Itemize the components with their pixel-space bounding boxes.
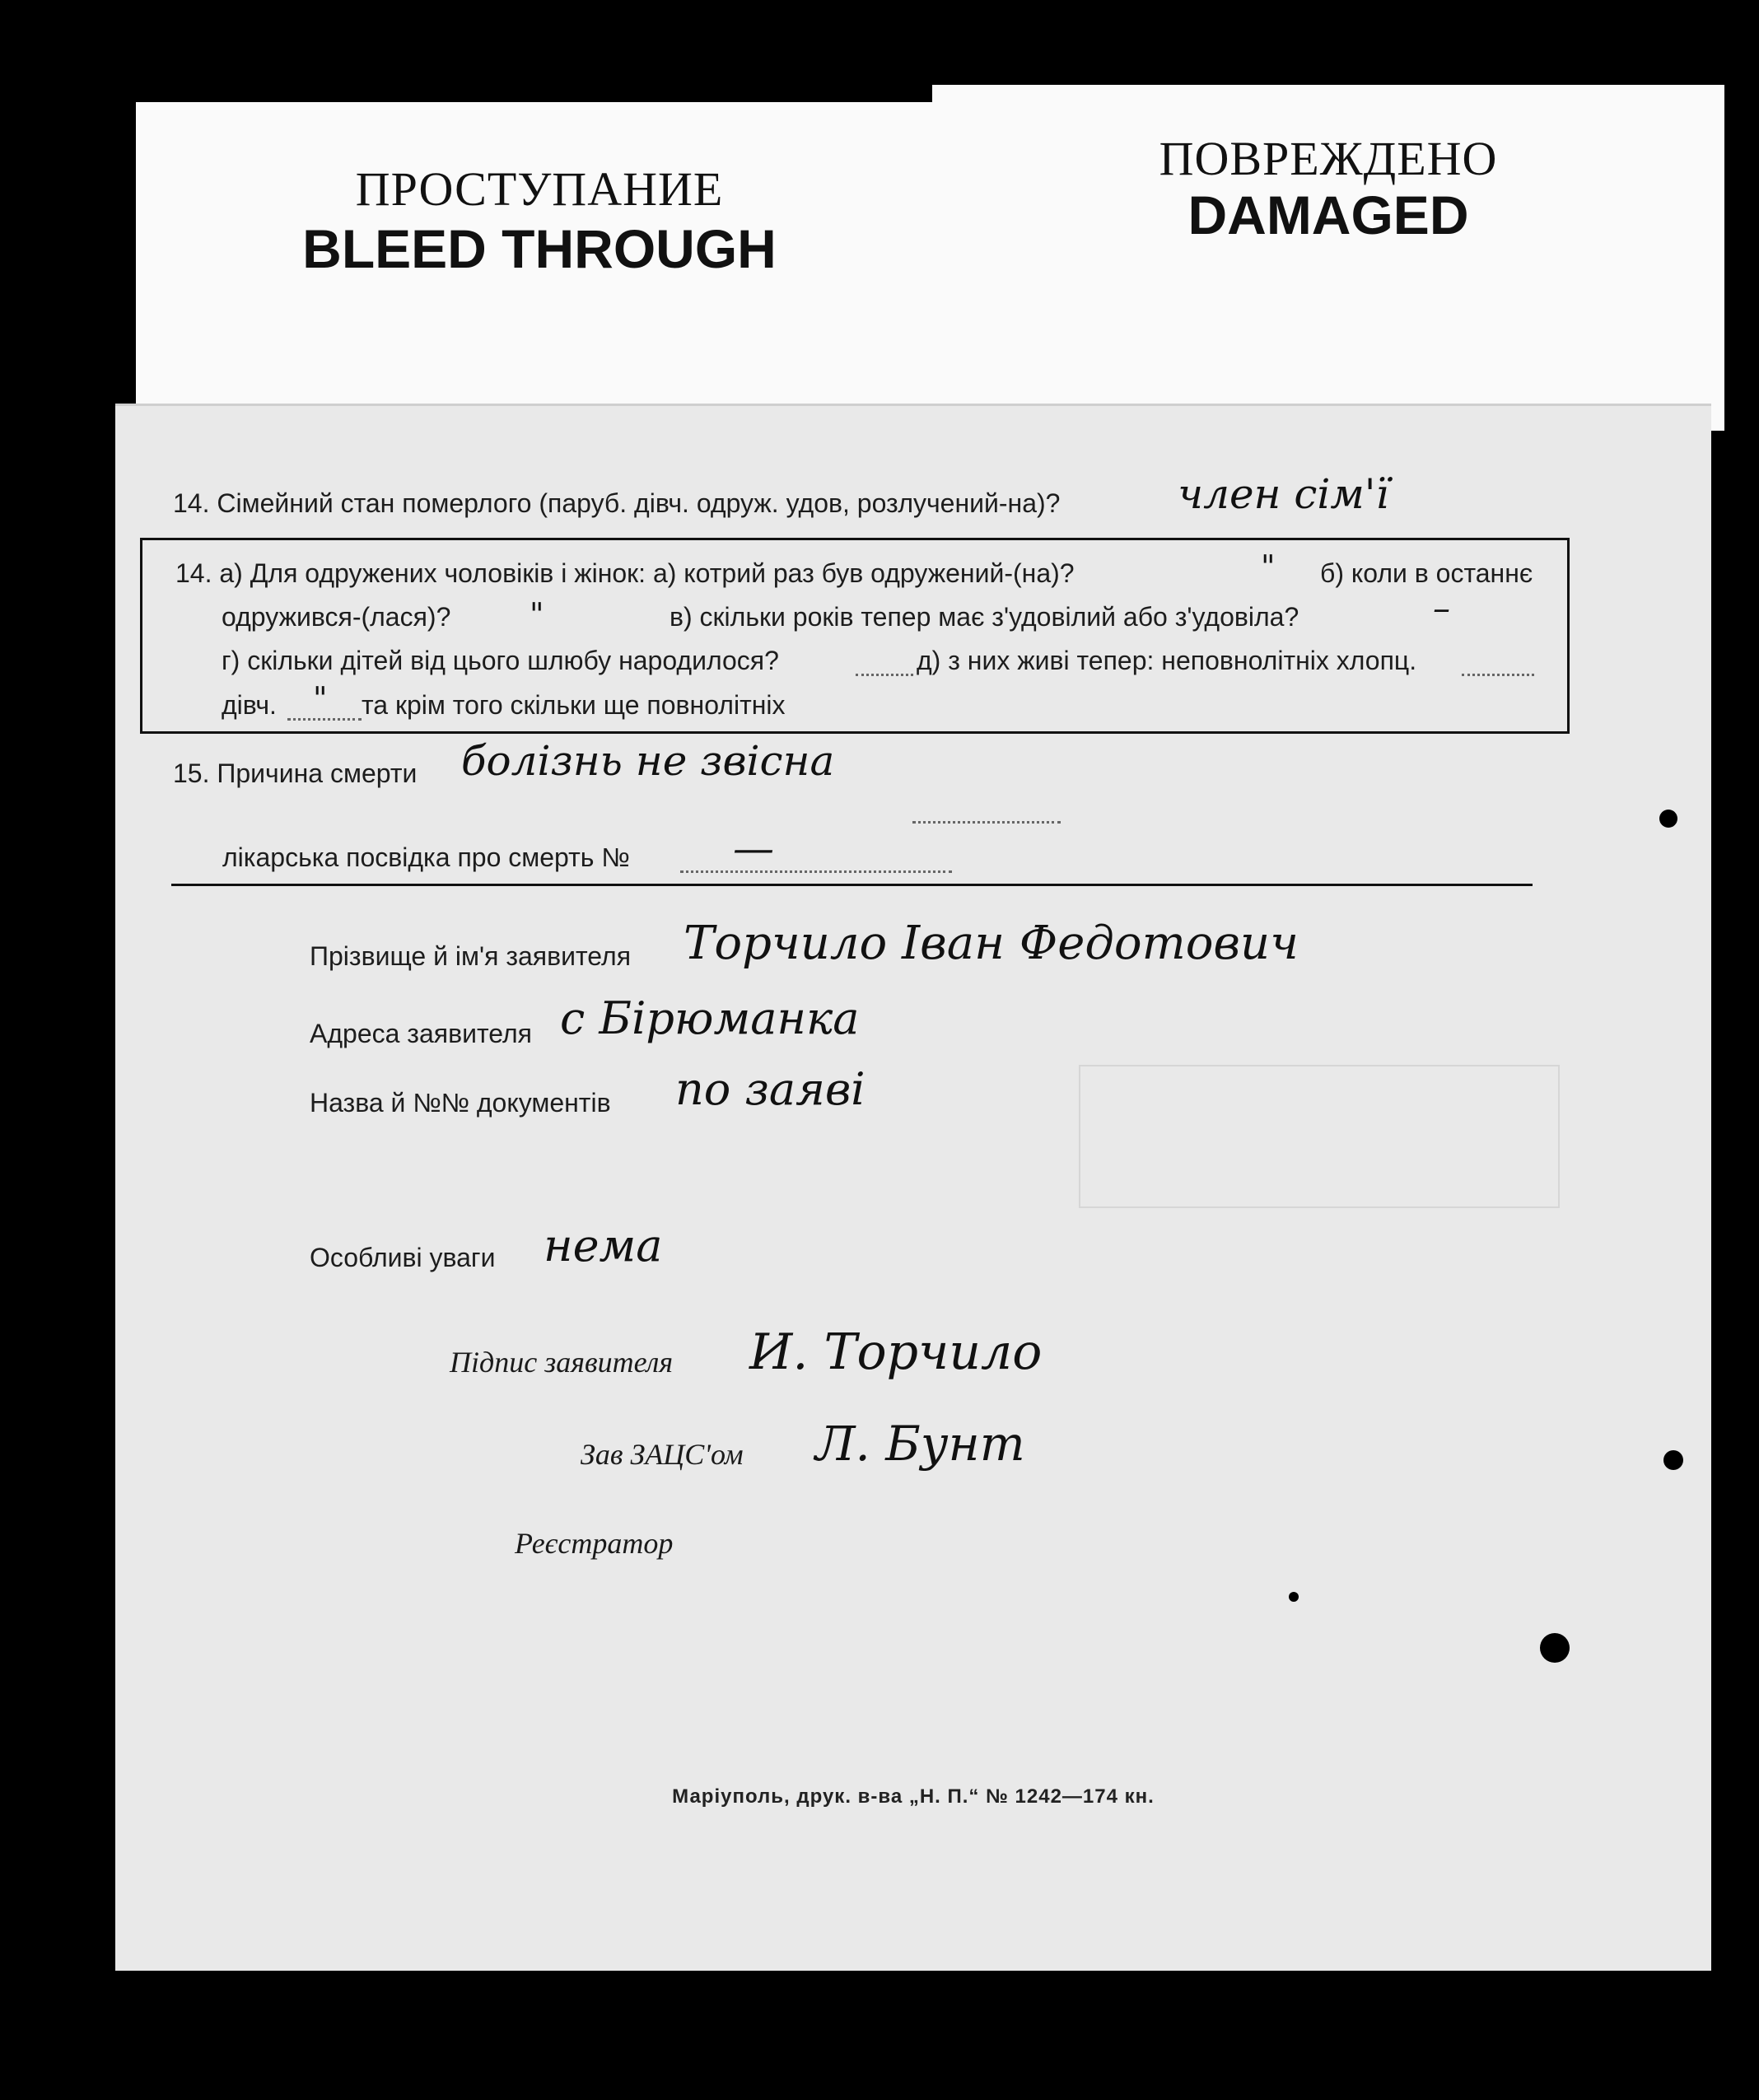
damage-speck: [1540, 1633, 1570, 1663]
q14a-line1-mark: ": [1261, 548, 1276, 585]
cert-label: лікарська посвідка про смерть №: [222, 842, 630, 872]
documents-label: Назва й №№ документів: [310, 1088, 611, 1118]
head-signature: Л. Бунт: [815, 1416, 1025, 1472]
applicant-address-label: Адреса заявителя: [310, 1019, 532, 1048]
bleed-through-ru: ПРОСТУПАНИЕ: [355, 162, 724, 216]
remarks-value: нема: [544, 1220, 663, 1272]
cert-answer: —: [733, 824, 774, 872]
damage-speck: [1663, 1450, 1683, 1470]
q14-answer: член сім'ї: [1178, 470, 1389, 518]
q15-answer: болізнь не звісна: [461, 737, 835, 785]
bleed-through-card: [136, 102, 943, 432]
bleed-through-trace: [1079, 1065, 1560, 1208]
q14a-line4-b: та крім того скільки ще повнолітніх: [362, 690, 786, 720]
q14a-line4-a: дівч.: [222, 690, 277, 720]
q14a-line2-b: в) скільки років тепер має з'удовілий або з'удовіла?: [670, 602, 1299, 632]
q15-extra-dots: [912, 805, 1061, 824]
registrar-label: Реєстратор: [515, 1527, 674, 1560]
printer-imprint: Маріуполь, друк. в-ва „Н. П.“ № 1242—174 кн.: [672, 1785, 1155, 1808]
q15-label: 15. Причина смерти: [173, 758, 418, 788]
q14-label: 14. Сімейний стан померлого (паруб. дівч. одруж. удов, розлучений-на)?: [173, 488, 1061, 518]
remarks-label: Особливі уваги: [310, 1243, 496, 1272]
applicant-address-value: с Бірюманка: [560, 992, 860, 1044]
q14a-line2-dash: –: [1433, 588, 1450, 628]
q14a-line2-mark: ": [530, 596, 544, 632]
head-label: Зав ЗАЦС'ом: [581, 1438, 744, 1471]
signature-value: И. Торчило: [749, 1323, 1043, 1381]
damage-speck: [1659, 810, 1677, 828]
applicant-name-label: Прізвище й ім'я заявителя: [310, 941, 632, 971]
bleed-through-en: BLEED THROUGH: [302, 218, 777, 279]
q14a-line1-b: б) коли в останнє: [1320, 558, 1533, 588]
damaged-ru: ПОВРЕЖДЕНО: [1159, 132, 1498, 185]
death-record-form: [115, 404, 1711, 1971]
documents-value: по заяві: [675, 1063, 866, 1115]
q14a-line2-a: одружився-(лася)?: [222, 602, 451, 632]
q14a-line4-mark: ": [313, 680, 328, 716]
q14a-line3-end-dots: [1462, 657, 1534, 676]
damaged-card: [932, 85, 1724, 431]
signature-label: Підпис заявителя: [450, 1346, 674, 1379]
q14a-box: [140, 538, 1570, 734]
q14a-line3-a: г) скільки дітей від цього шлюбу народилося?: [222, 646, 779, 675]
applicant-name-value: Торчило Іван Федотович: [684, 917, 1299, 970]
damaged-en: DAMAGED: [1187, 184, 1469, 245]
q14a-line1: 14. а) Для одружених чоловіків і жінок: а) котрий раз був одружений-(на)?: [175, 558, 1075, 588]
q14a-line3-b: д) з них живі тепер: неповнолітніх хлопц.: [917, 646, 1417, 675]
damage-speck: [1289, 1592, 1299, 1602]
cert-dots: [680, 854, 952, 873]
q14a-line3-dots: [856, 657, 913, 676]
section-divider: [171, 884, 1533, 886]
